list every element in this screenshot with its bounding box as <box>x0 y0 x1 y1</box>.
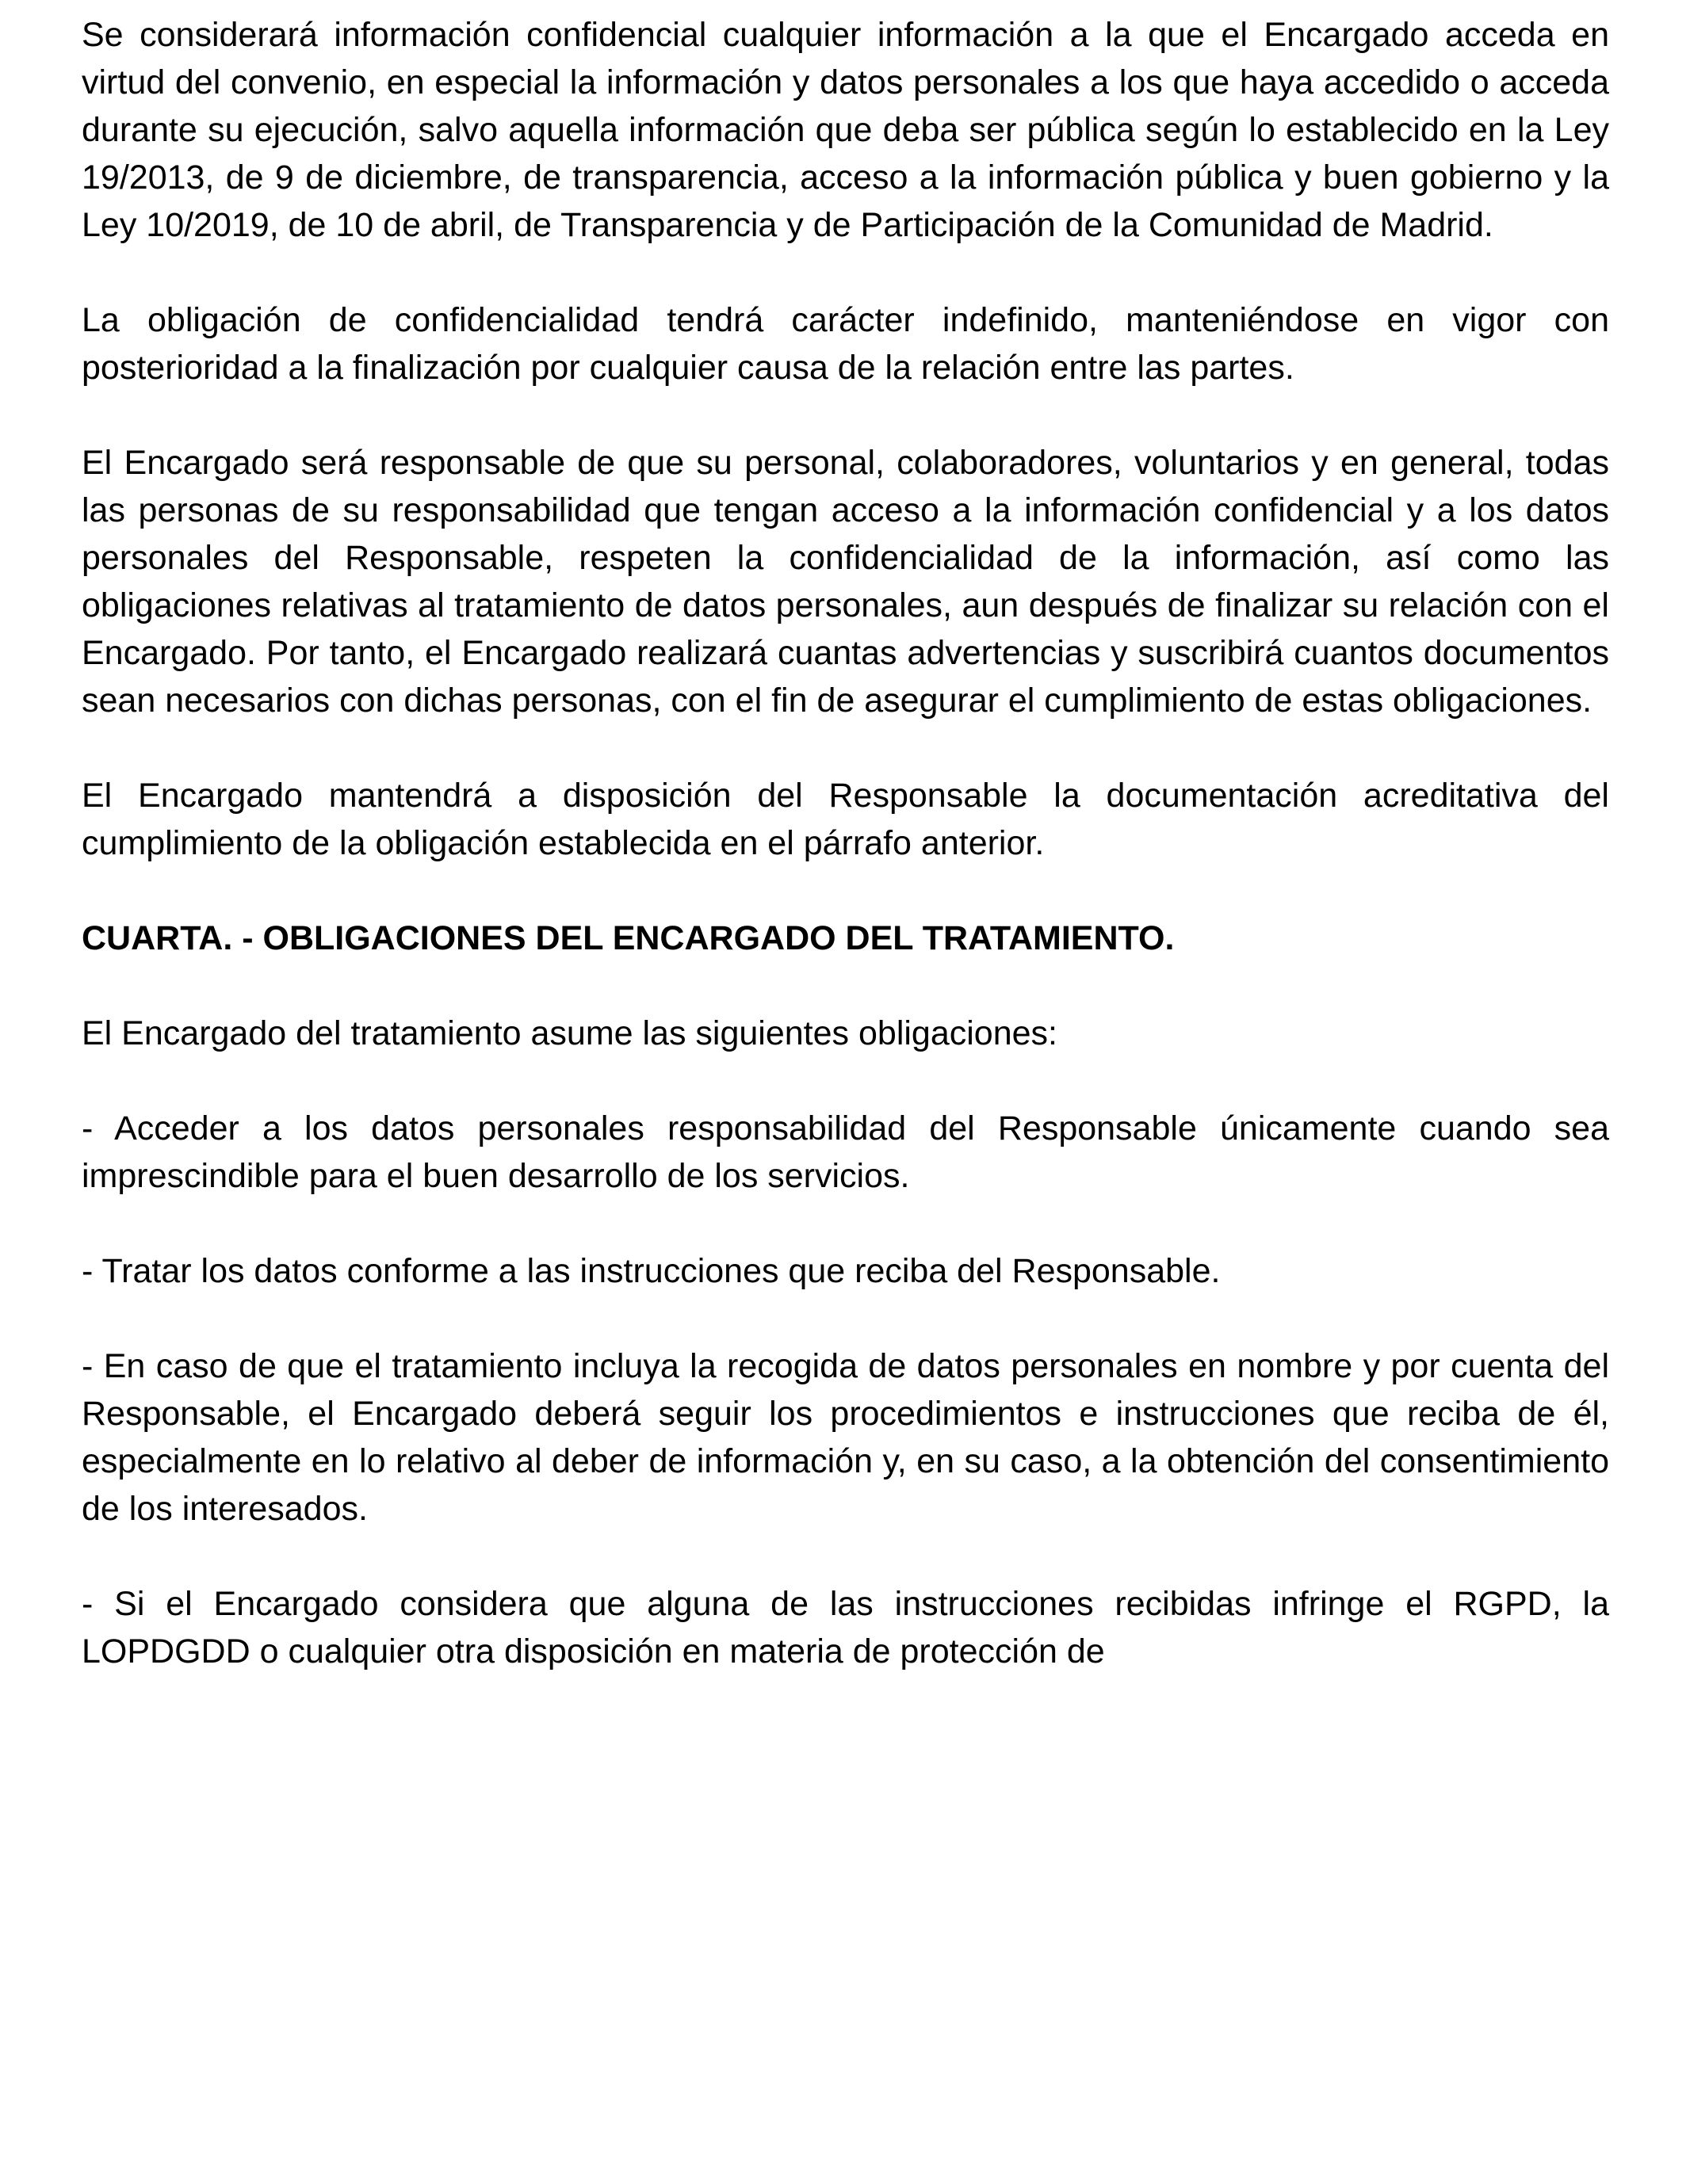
paragraph: Se considerará información confidencial cualquier información a la que el Encargado acceda en virtud del convenio, en especial la información y datos personales a los que haya accedido o acceda durante su ejecución, salvo aquella información que deba ser pública según lo establecido en la Ley 19/2013, de 9 de diciembre, de transparencia, acceso a la información pública y buen gobierno y la Ley 10/2019, de 10 de abril, de Transparencia y de Participación de la Comunidad de Madrid. <box>82 16 1609 244</box>
paragraph: El Encargado del tratamiento asume las siguientes obligaciones: <box>82 1014 1058 1052</box>
paragraph: El Encargado mantendrá a disposición del Responsable la documentación acreditativa del cumplimiento de la obligación establecida en el párrafo anterior. <box>82 777 1609 862</box>
paragraph: El Encargado será responsable de que su personal, colaboradores, voluntarios y en general, todas las personas de su responsabilidad que tengan acceso a la información confidencial y a los datos personales del Responsable, respeten la confidencialidad de la información, así como las obligaciones relativas al tratamiento de datos personales, aun después de finalizar su relación con el Encargado. Por tanto, el Encargado realizará cuantas advertencias y suscribirá cuantos documentos sean necesarios con dichas personas, con el fin de asegurar el cumplimiento de estas obligaciones. <box>82 444 1609 720</box>
paragraph: - Acceder a los datos personales responsabilidad del Responsable únicamente cuando sea imprescindible para el buen desarrollo de los servicios. <box>82 1109 1609 1195</box>
paragraph: - Tratar los datos conforme a las instrucciones que reciba del Responsable. <box>82 1252 1221 1290</box>
section-heading: CUARTA. - OBLIGACIONES DEL ENCARGADO DEL TRATAMIENTO. <box>82 919 1175 957</box>
paragraph: - En caso de que el tratamiento incluya la recogida de datos personales en nombre y por cuenta del Responsable, el Encargado deberá seguir los procedimientos e instrucciones que reciba de él, especialmente en lo relativo al deber de información y, en su caso, a la obtención del consentimiento de los interesados. <box>82 1347 1609 1528</box>
paragraph: - Si el Encargado considera que alguna de las instrucciones recibidas infringe el RGPD, la LOPDGDD o cualquier otra disposición en materia de protección de <box>82 1585 1609 1670</box>
document-body <box>82 11 1609 1675</box>
paragraph: La obligación de confidencialidad tendrá carácter indefinido, manteniéndose en vigor con posterioridad a la finalización por cualquier causa de la relación entre las partes. <box>82 301 1609 387</box>
